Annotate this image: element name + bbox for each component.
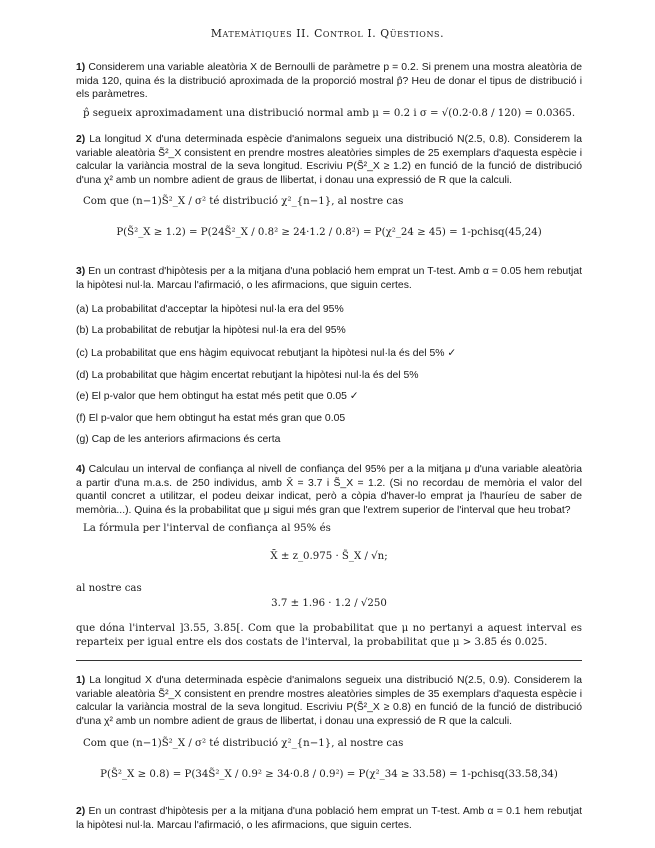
answer-2-formula: P(S̃²_X ≥ 1.2) = P(24S̃²_X / 0.8² ≥ 24·1.2 / 0.8²) = P(χ²_24 ≥ 45) = 1-pchisq(45,24) xyxy=(116,227,542,238)
answer-4-formula: X̄ ± z_0.975 · S̃_X / √n; xyxy=(270,551,388,562)
option-b: (b) La probabilitat de rebutjar la hipòtesi nul·la era del 95% xyxy=(76,325,346,336)
answer-1: p̂ segueix aproximadament una distribució normal amb μ = 0.2 i σ = √(0.2·0.8 / 120) = 0.0365. xyxy=(83,108,576,119)
option-a: (a) La probabilitat d'acceptar la hipòtesi nul·la era del 95% xyxy=(76,304,344,315)
answer-1-variant-intro: Com que (n−1)S̃²_X / σ² té distribució χ²_{n−1}, al nostre cas xyxy=(83,738,404,749)
option-e: (e) El p-valor que hem obtingut ha estat més petit que 0.05 ✓ xyxy=(76,391,359,402)
answer-1-variant-formula: P(S̃²_X ≥ 0.8) = P(34S̃²_X / 0.9² ≥ 34·0.8 / 0.9²) = P(χ²_34 ≥ 33.58) = 1-pchisq(33.58,34) xyxy=(100,769,558,780)
page-title: Matemàtiques II. Control I. Qüestions. xyxy=(210,27,445,40)
option-f: (f) El p-valor que hem obtingut ha estat més gran que 0.05 xyxy=(76,413,346,424)
option-c: (c) La probabilitat que ens hàgim equivocat rebutjant la hipòtesi nul·la és del 5% ✓ xyxy=(76,348,457,359)
section-divider xyxy=(76,660,582,661)
question-3: 3) En un contrast d'hipòtesis per a la mitjana d'una població hem emprat un T-test. Amb α = 0.05 hem rebutjat la hipòtesi nul·la. Marcau l'afirmació, o les afirmacions, que siguin certes. xyxy=(76,266,582,291)
question-2-variant: 2) En un contrast d'hipòtesis per a la mitjana d'una població hem emprat un T-test. Amb α = 0.1 hem rebutjat la hipòtesi nul·la. Marcau l'afirmació, o les afirmacions, que siguin certes. xyxy=(76,806,582,831)
question-1: 1) Considerem una variable aleatòria X de Bernoulli de paràmetre p = 0.2. Si prenem una mostra aleatòria de mida 120, quina és la distribució aproximada de la proporció mostral p̂? Heu de donar el tipus de distribució i els paràmetres. xyxy=(76,62,583,101)
answer-4-intro: La fórmula per l'interval de confiança al 95% és xyxy=(83,523,331,534)
answer-4-conclusion: que dóna l'interval ]3.55, 3.85[. Com que la probabilitat que μ no pertanyi a aquest interval es reparteix per igual entre els dos costats de l'interval, la probabilitat que μ > 3.85 és 0.025. xyxy=(76,623,582,648)
question-2: 2) La longitud X d'una determinada espècie d'animalons segueix una distribució N(2.5, 0.8). Considerem la variable aleatòria S̃²_X consistent en prendre mostres aleatòries simples de 25 exemplars d'aquesta espècie i calcular la variància mostral de la seva longitud. Escriviu P(S̃²_X ≥ 1.2) en funció de la funció de distribució d'una χ² amb un nombre adient de graus de llibertat, i donau una expressió de R que la calculi. xyxy=(76,134,583,186)
question-1-variant: 1) La longitud X d'una determinada espècie d'animalons segueix una distribució N(2.5, 0.9). Considerem la variable aleatòria S̃²_X consistent en prendre mostres aleatòries simples de 35 exemplars d'aquesta espècie i calcular la variància mostral de la seva longitud. Escriviu P(S̃²_X ≥ 0.8) en funció de la funció de distribució d'una χ² amb un nombre adient de graus de llibertat, i donau una expressió de R que la calculi. xyxy=(76,675,583,727)
question-4: 4) Calculau un interval de confiança al nivell de confiança del 95% per a la mitjana μ d'una variable aleatòria a partir d'una m.a.s. de 250 individus, amb X̄ = 3.7 i S̃_X = 1.2. (Si no recordau de memòria el valor del quantil concret a utilitzar, el podeu deixar indicat, però a còpia d'haver-lo emprat ja l'hauríeu de saber de memòria...). Quina és la probabilitat que μ sigui més gran que l'extrem superior de l'interval que heu trobat? xyxy=(76,464,582,516)
answer-4-formula-2: 3.7 ± 1.96 · 1.2 / √250 xyxy=(271,598,387,609)
option-g: (g) Cap de les anteriors afirmacions és certa xyxy=(76,434,281,445)
answer-2-intro: Com que (n−1)S̃²_X / σ² té distribució χ²_{n−1}, al nostre cas xyxy=(83,196,404,207)
answer-4-mid: al nostre cas xyxy=(76,583,142,594)
option-d: (d) La probabilitat que hàgim encertat rebutjant la hipòtesi nul·la és del 5% xyxy=(76,370,419,381)
